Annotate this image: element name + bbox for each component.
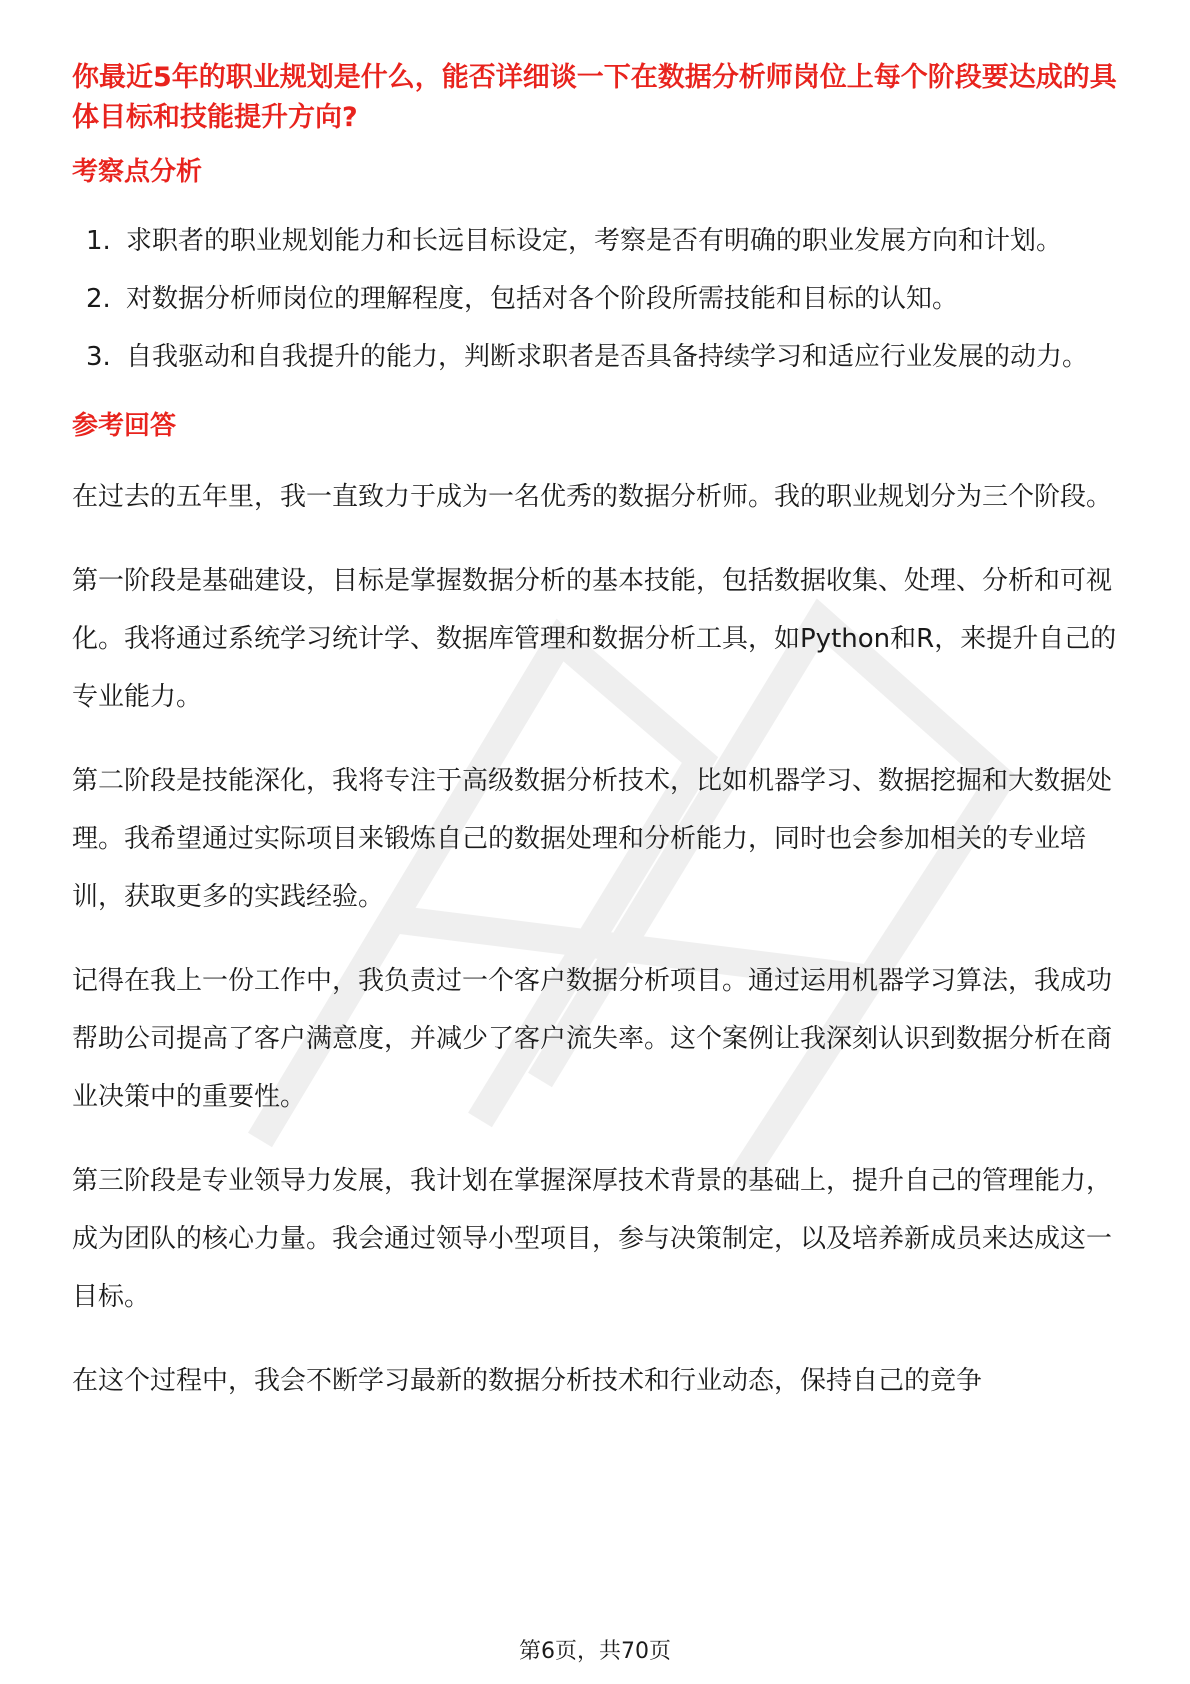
list-item-number: 3. — [86, 342, 111, 372]
list-item-text: 自我驱动和自我提升的能力，判断求职者是否具备持续学习和适应行业发展的动力。 — [126, 342, 1089, 372]
list-item — [72, 328, 1118, 386]
list-item — [72, 270, 1118, 328]
document-content — [72, 58, 1118, 1410]
list-item-number: 1. — [86, 226, 111, 256]
question-title: 你最近5年的职业规划是什么，能否详细谈一下在数据分析师岗位上每个阶段要达成的具体目标和技能提升方向? — [72, 62, 1117, 133]
list-item — [72, 212, 1118, 270]
list-item-text: 对数据分析师岗位的理解程度，包括对各个阶段所需技能和目标的认知。 — [126, 284, 959, 314]
answer-paragraph: 第二阶段是技能深化，我将专注于高级数据分析技术，比如机器学习、数据挖掘和大数据处理。我希望通过实际项目来锻炼自己的数据处理和分析能力，同时也会参加相关的专业培训，获取更多的实践经验。 — [72, 766, 1113, 912]
analysis-heading: 考察点分析 — [72, 157, 203, 187]
answer-paragraph: 记得在我上一份工作中，我负责过一个客户数据分析项目。通过运用机器学习算法，我成功帮助公司提高了客户满意度，并减少了客户流失率。这个案例让我深刻认识到数据分析在商业决策中的重要性。 — [72, 966, 1113, 1112]
answer-paragraph: 第一阶段是基础建设，目标是掌握数据分析的基本技能，包括数据收集、处理、分析和可视化。我将通过系统学习统计学、数据库管理和数据分析工具，如Python和R，来提升自己的专业能力。 — [72, 566, 1117, 712]
page-number: 第6页，共70页 — [519, 1639, 671, 1664]
answer-paragraph: 在过去的五年里，我一直致力于成为一名优秀的数据分析师。我的职业规划分为三个阶段。 — [72, 482, 1113, 512]
list-item-text: 求职者的职业规划能力和长远目标设定，考察是否有明确的职业发展方向和计划。 — [126, 226, 1063, 256]
answer-paragraph: 在这个过程中，我会不断学习最新的数据分析技术和行业动态，保持自己的竞争 — [72, 1366, 983, 1396]
answer-heading: 参考回答 — [72, 411, 177, 441]
answer-paragraph: 第三阶段是专业领导力发展，我计划在掌握深厚技术背景的基础上，提升自己的管理能力，成为团队的核心力量。我会通过领导小型项目，参与决策制定，以及培养新成员来达成这一目标。 — [72, 1166, 1113, 1312]
analysis-list — [72, 212, 1118, 386]
list-item-number: 2. — [86, 284, 111, 314]
